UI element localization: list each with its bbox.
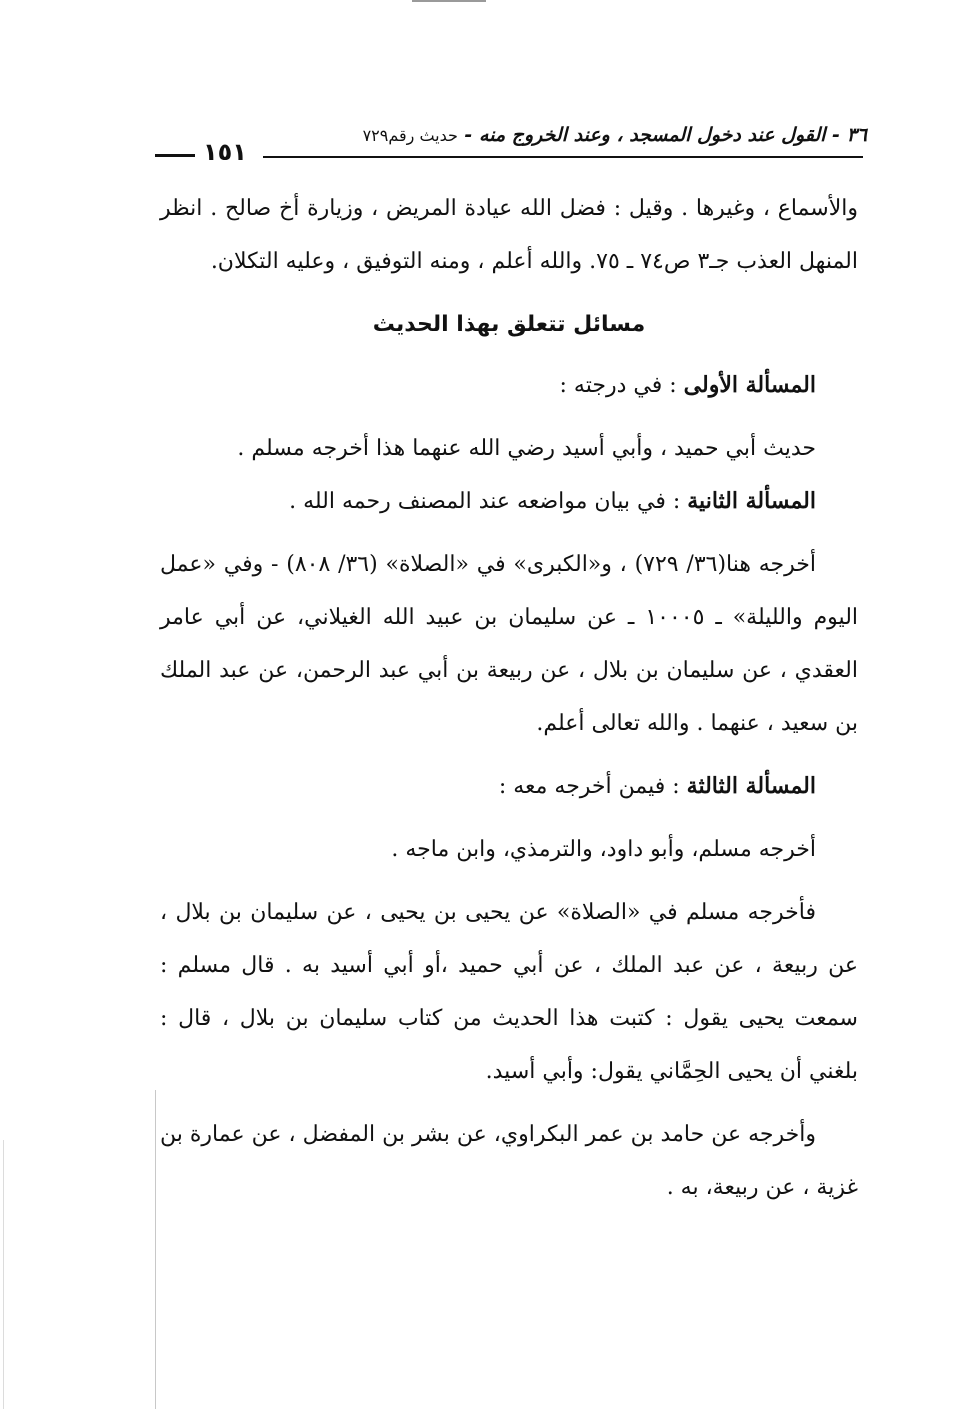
scan-edge-mark bbox=[412, 0, 486, 2]
question-1-label: المسألة الأولى bbox=[683, 372, 816, 398]
chapter-title-main: ٣٦ - القول عند دخول المسجد ، وعند الخروج منه - bbox=[464, 124, 867, 146]
page-number-dash bbox=[155, 154, 195, 157]
intro-paragraph: والأسماع ، وغيرها . وقيل : فضل الله عيادة المريض ، وزيارة أخ صالح . انظر المنهل العذب جـ٣ ص٧٤ ـ ٧٥. والله أعلم ، ومنه التوفيق ، وعليه التكلان. bbox=[160, 196, 858, 274]
question-2-label: المسألة الثانية bbox=[687, 488, 816, 514]
question-3-text: : فيمن أخرجه معه : bbox=[498, 774, 680, 799]
page-body bbox=[160, 182, 858, 1214]
question-3-answer: أخرجه مسلم، وأبو داود، والترمذي، وابن ماجه . bbox=[391, 837, 816, 862]
question-1 bbox=[160, 359, 858, 412]
question-1-text: : في درجته : bbox=[559, 373, 677, 398]
muslim-paragraph: فأخرجه مسلم في «الصلاة» عن يحيى بن يحيى ، عن سليمان بن بلال ، عن ربيعة ، عن عبد الملك ، عن أبي حميد ،أو أبي أسيد به . قال مسلم : سمعت يحيى يقول : كتبت هذا الحديث من كتاب سليمان بن بلال ، قال : بلغني أن يحيى الحِمَّاني يقول: وأبي أسيد. bbox=[160, 900, 858, 1084]
scan-edge-line bbox=[3, 1140, 4, 1409]
header-rule bbox=[263, 156, 863, 158]
scan-edge-line bbox=[155, 1090, 156, 1409]
hadith-number: حديث رقم٧٢٩ bbox=[362, 126, 458, 145]
page-number: ١٥١ bbox=[203, 138, 247, 166]
question-3 bbox=[160, 760, 858, 813]
chapter-title bbox=[363, 124, 867, 146]
section-heading: مسائل تتعلق بهذا الحديث bbox=[372, 312, 646, 337]
running-header bbox=[155, 118, 867, 170]
question-2-answer: أخرجه هنا(٣٦/ ٧٢٩) ، و«الكبرى» في «الصلاة» (٣٦/ ٨٠٨) - وفي «عمل اليوم والليلة» ـ ١٠٠٠٥ ـ عن سليمان بن عبيد الله الغيلاني، عن أبي عامر العقدي ، عن سليمان بن بلال ، عن ربيعة بن أبي عبد الرحمن، عن عبد الملك بن سعيد ، عنهما . والله تعالى أعلم. bbox=[160, 552, 859, 736]
final-paragraph: وأخرجه عن حامد بن عمر البكراوي، عن بشر بن المفضل ، عن عمارة بن غزية ، عن ربيعة، به . bbox=[160, 1122, 858, 1200]
question-3-label: المسألة الثالثة bbox=[686, 773, 816, 799]
question-1-answer: حديث أبي حميد ، وأبي أسيد رضي الله عنهما هذا أخرجه مسلم . bbox=[237, 436, 816, 461]
question-2-text: : في بيان مواضعه عند المصنف رحمه الله . bbox=[289, 489, 681, 514]
question-2 bbox=[160, 475, 858, 528]
